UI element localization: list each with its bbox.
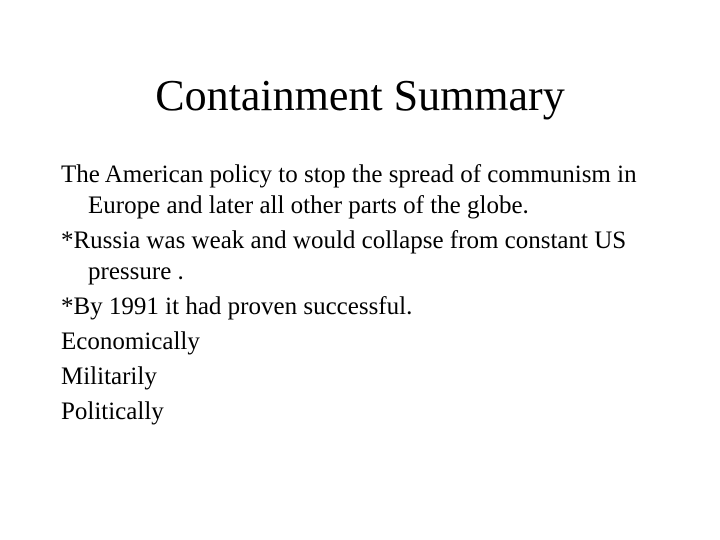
paragraph-politically: Politically bbox=[61, 398, 164, 425]
paragraph-1991-success: *By 1991 it had proven successful. bbox=[61, 293, 413, 320]
slide-body bbox=[61, 159, 681, 431]
paragraph-policy-definition: The American policy to stop the spread of communism in Europe and later all other parts of the globe. bbox=[61, 161, 637, 219]
paragraph-militarily: Militarily bbox=[61, 363, 157, 390]
paragraph-russia-weak: *Russia was weak and would collapse from constant US pressure . bbox=[61, 227, 627, 285]
paragraph-economically: Economically bbox=[61, 328, 200, 355]
slide-title: Containment Summary bbox=[155, 71, 565, 120]
